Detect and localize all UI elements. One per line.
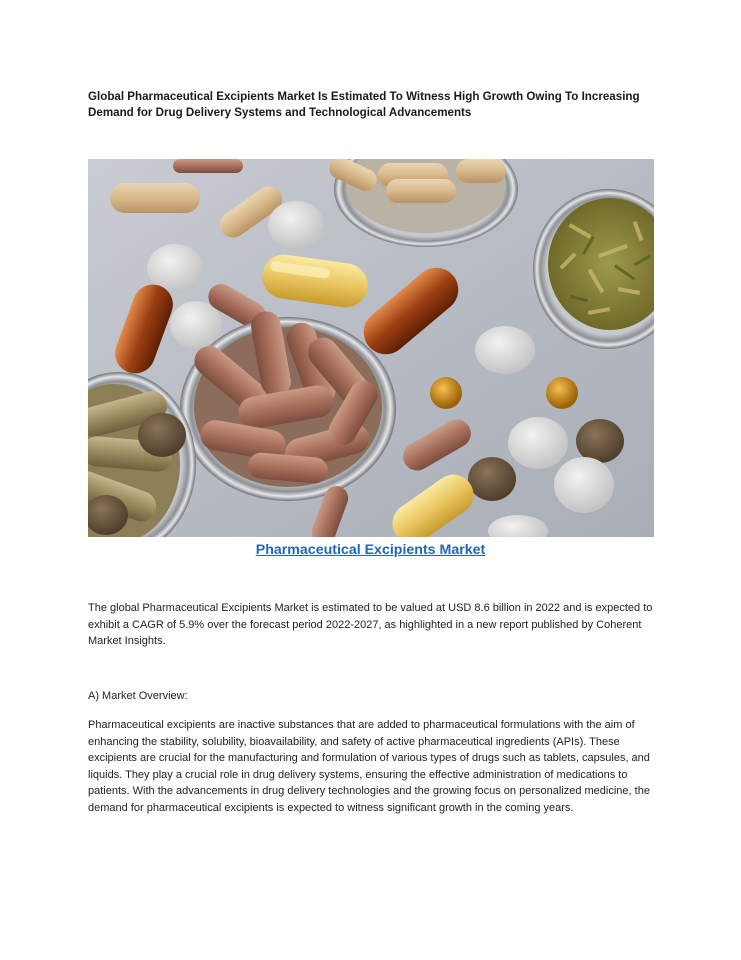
section-heading: A) Market Overview: xyxy=(88,690,188,702)
pills-photo xyxy=(88,159,654,537)
intro-paragraph: The global Pharmaceutical Excipients Market is estimated to be valued at USD 8.6 billion in 2022 and is expected to exhibit a CAGR of 5.9% over the forecast period 2022-2027, as highlighted in a new report published by Coherent Market Insights. xyxy=(88,602,653,648)
market-link-wrapper xyxy=(0,541,741,559)
overview-paragraph: Pharmaceutical excipients are inactive substances that are added to pharmaceutical formulations with the aim of enhancing the stability, solubility, bioavailability, and safety of active pharmaceutical ingredients (APIs). These excipients are crucial for the manufacturing and formulation of various types of drugs such as tablets, capsules, and liquids. They play a crucial role in drug delivery systems, ensuring the effective administration of medications to patients. With the advancements in drug delivery technologies and the growing focus on personalized medicine, the demand for pharmaceutical excipients is expected to witness significant growth in the coming years. xyxy=(88,719,650,814)
market-link[interactable]: Pharmaceutical Excipients Market xyxy=(255,542,486,558)
document-title: Global Pharmaceutical Excipients Market Is Estimated To Witness High Growth Owing To Increasing Demand for Drug Delivery Systems and Technological Advancements xyxy=(88,90,640,119)
